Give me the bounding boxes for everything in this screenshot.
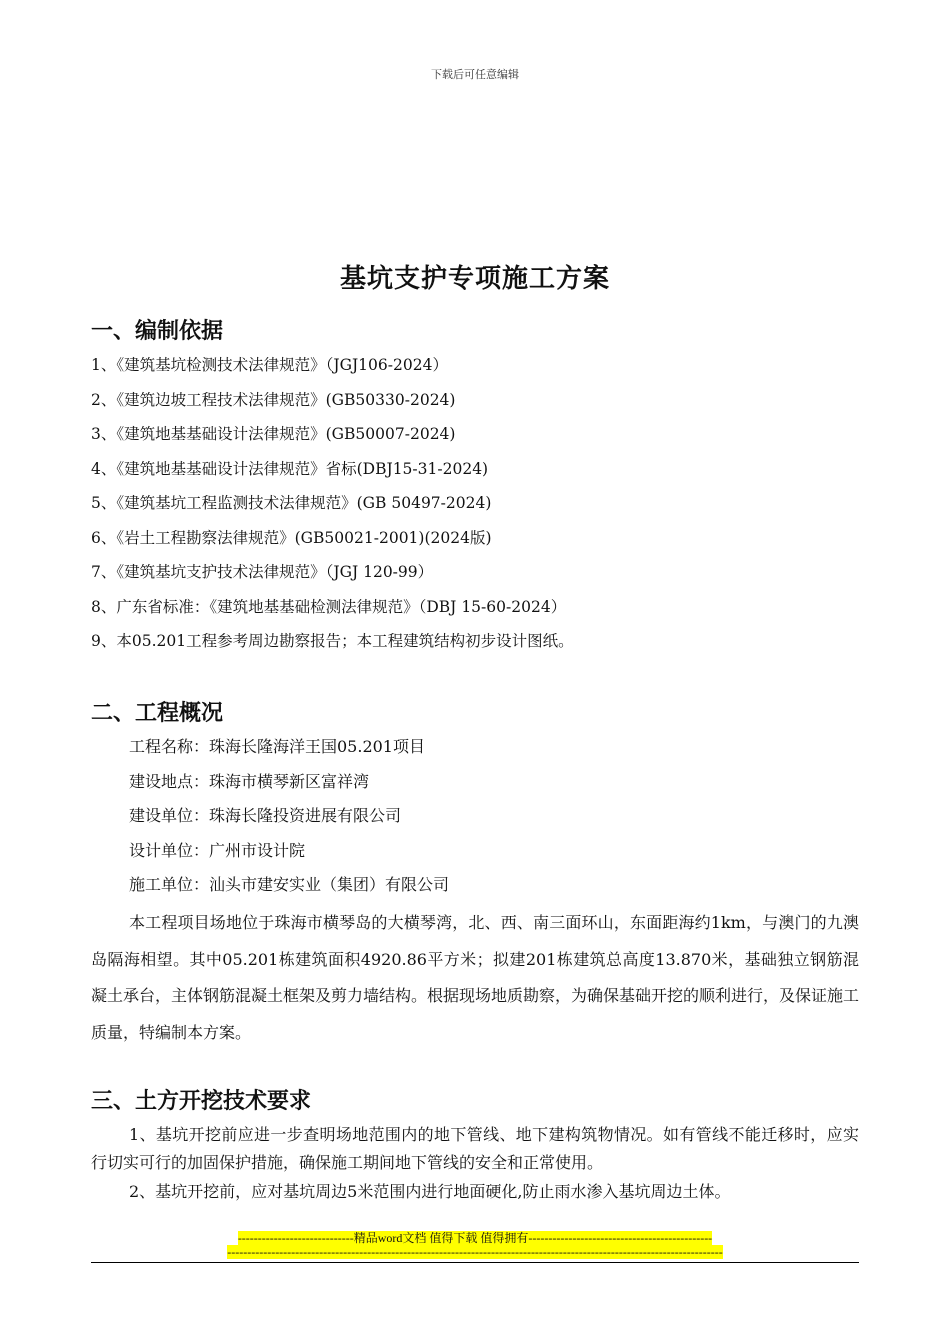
excavation-paragraph: 1、基坑开挖前应进一步查明场地范围内的地下管线、地下建构筑物情况。如有管线不能迁移时，应实行切实可行的加固保护措施，确保施工期间地下管线的安全和正常使用。 [91, 1125, 859, 1172]
list-item: 7、《建筑基坑支护技术法律规范》（JGJ 120-99） [91, 563, 434, 581]
section-heading-basis: 一、编制依据 [91, 318, 224, 344]
overview-paragraph: 本工程项目场地位于珠海市横琴岛的大横琴湾，北、西、南三面环山，东面距海约1km，与澳门的九澳岛隔海相望。其中05.201栋建筑面积4920.86平方米；拟建201栋建筑总高度13.870米，基础独立钢筋混凝土承台，主体钢筋混凝土框架及剪力墙结构。根据现场地质勘察，为确保基础开挖的顺利进行，及保证施工质量，特编制本方案。 [91, 913, 860, 1042]
project-info-row: 设计单位：广州市设计院 [129, 840, 306, 860]
header-note: 下载后可任意编辑 [431, 68, 519, 81]
list-item: 1、《建筑基坑检测技术法律规范》（JGJ106-2024） [91, 356, 448, 374]
footer-banner-text: ---------------------------------------------------------------------------------------------------------------------------- [227, 1245, 723, 1259]
list-item: 5、《建筑基坑工程监测技术法律规范》(GB 50497-2024) [91, 494, 492, 512]
footer-banner-text: -----------------------------精品word文档 值得下载 值得拥有---------------------------------------------- [237, 1231, 713, 1245]
list-item: 3、《建筑地基基础设计法律规范》(GB50007-2024) [91, 425, 456, 443]
project-info-row: 建设单位：珠海长隆投资进展有限公司 [129, 806, 402, 825]
reference-list [91, 352, 574, 663]
footer-banner-line-2 [0, 1245, 950, 1260]
project-info-row: 施工单位：汕头市建安实业（集团）有限公司 [129, 875, 450, 894]
section-heading-overview: 二、工程概况 [91, 700, 224, 726]
list-item: 6、《岩土工程勘察法律规范》(GB50021-2001)(2024版) [91, 528, 492, 547]
project-info-row: 建设地点：珠海市横琴新区富祥湾 [129, 771, 370, 791]
list-item: 2、《建筑边坡工程技术法律规范》(GB50330-2024) [91, 390, 456, 409]
list-item: 9、本05.201工程参考周边勘察报告；本工程建筑结构初步设计图纸。 [91, 632, 574, 650]
footer-divider [91, 1262, 859, 1263]
list-item: 8、广东省标准：《建筑地基基础检测法律规范》（DBJ 15-60-2024） [91, 597, 567, 616]
footer-banner-line-1 [0, 1229, 950, 1246]
project-info-row: 工程名称：珠海长隆海洋王国05.201项目 [129, 737, 425, 756]
section-heading-excavation: 三、土方开挖技术要求 [91, 1088, 312, 1114]
list-item: 4、《建筑地基基础设计法律规范》省标(DBJ15-31-2024) [91, 459, 489, 478]
document-title: 基坑支护专项施工方案 [339, 264, 610, 294]
project-info-block [129, 734, 449, 907]
excavation-paragraph: 2、基坑开挖前，应对基坑周边5米范围内进行地面硬化,防止雨水渗入基坑周边土体。 [129, 1182, 731, 1201]
